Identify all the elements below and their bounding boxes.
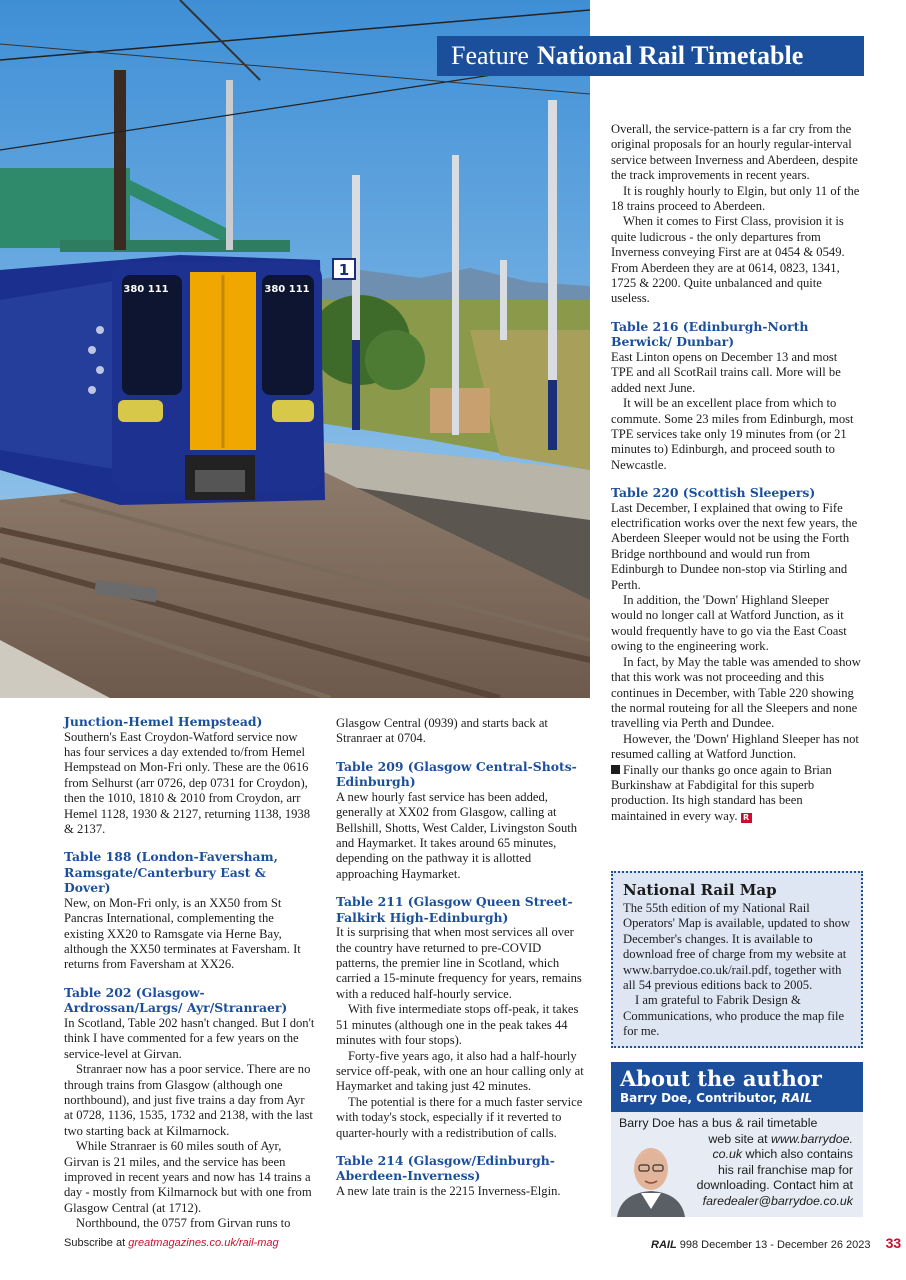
subscribe-label: Subscribe at	[64, 1237, 129, 1249]
section-heading: Table 188 (London-Faversham, Ramsgate/Canterbury East & Dover)	[64, 849, 278, 896]
paragraph: While Stranraer is 60 miles south of Ayr, Girvan is 21 miles, and the service has been improved in recent years and now has 14 trains a day - mostly from Kilmarnock but with one from Glasgow Central (at 1712).	[64, 1139, 312, 1215]
bio-line: his rail franchise map for	[718, 1162, 853, 1177]
paragraph: It will be an excellent place from which to commute. Some 23 miles from Edinburgh, most TPE services take only 19 minutes from (or 21 minutes to) Edinburgh, and proceed south to Newcastle.	[611, 396, 854, 472]
author-bio	[611, 1112, 863, 1217]
subscribe-link[interactable]: greatmagazines.co.uk/rail-mag	[128, 1237, 279, 1249]
issue-number: 998	[679, 1239, 699, 1251]
author-box-title: About the author	[620, 1066, 822, 1091]
article-column-1	[64, 714, 316, 1232]
paragraph: It is surprising that when most services all over the country have returned to pre-COVID patterns, the premier line in Scotland, which carried a 15-minute frequency for years, remains with a reduced half-hourly service.	[336, 925, 582, 1001]
email-text[interactable]: faredealer@barrydoe.co.uk	[702, 1193, 853, 1208]
paragraph: Glasgow Central (0939) and starts back at Stranraer at 0704.	[336, 716, 548, 746]
magazine-name: RAIL	[651, 1239, 677, 1251]
paragraph: When it comes to First Class, provision it is quite ludicrous - the only departures from Inverness conveying First are at 0454 & 0549. From Aberdeen they are at 0614, 0823, 1341, 1725 & 2200. Quite unbalanced and quite useless.	[611, 214, 845, 306]
paragraph: Last December, I explained that owing to Fife electrification works over the next few years, the Aberdeen Sleeper would not be using the Forth Bridge northbound and would run from Edinburgh to Dundee non-stop via Stirling and Perth.	[611, 500, 858, 592]
paragraph: In Scotland, Table 202 hasn't changed. But I don't think I have commented for a few years on the service-level at Girvan.	[64, 1015, 315, 1061]
section-heading: Table 202 (Glasgow-Ardrossan/Largs/ Ayr/Stranraer)	[64, 984, 288, 1016]
header-banner	[437, 36, 864, 76]
article-column-3	[611, 122, 861, 824]
author-magazine: RAIL	[781, 1091, 813, 1105]
paragraph: The potential is there for a much faster service with today's stock, especially if it reverted to quarter-hourly with a redistribution of calls.	[336, 1094, 583, 1140]
paragraph: However, the 'Down' Highland Sleeper has not resumed calling at Watford Junction.	[611, 731, 859, 762]
bio-text: which also contains	[742, 1147, 853, 1161]
section-heading: Table 209 (Glasgow Central-Shots-Edinburgh)	[336, 758, 577, 790]
section-heading: Table 220 (Scottish Sleepers)	[611, 485, 816, 501]
footer-subscribe	[64, 1237, 279, 1249]
author-header	[611, 1062, 863, 1112]
paragraph: New, on Mon-Fri only, is an XX50 from St Pancras International, complementing the existing XX20 to Ramsgate via Herne Bay, although the XX50 terminates at Faversham. It returns from Faversham at XX26.	[64, 895, 301, 972]
paragraph: I am grateful to Fabrik Design & Communications, who produce the map file for me.	[623, 993, 845, 1039]
map-info-box	[611, 871, 863, 1048]
paragraph: A new late train is the 2215 Inverness-Elgin.	[336, 1183, 561, 1198]
train-number-left: 380 111	[123, 284, 169, 295]
paragraph: Northbound, the 0757 from Girvan runs to	[76, 1216, 291, 1231]
section-heading: Junction-Hemel Hempstead)	[64, 714, 263, 729]
paragraph: In fact, by May the table was amended to show that this work was not proceeding and this continues in December, with Table 220 showing the normal routeing for all the Sleepers and none travelling via Perth and Dundee.	[611, 654, 861, 731]
closing-paragraph	[611, 763, 861, 825]
section-heading: Table 216 (Edinburgh-North Berwick/ Dunbar)	[611, 318, 809, 350]
train-number-right: 380 111	[264, 284, 310, 295]
map-box-title: National Rail Map	[623, 881, 777, 899]
paragraph: In addition, the 'Down' Highland Sleeper would no longer call at Watford Junction, as it would frequently have to go via the East Coast owing to the engineering work.	[611, 593, 847, 654]
train-photo	[0, 0, 590, 698]
issue-dates: December 13 - December 26 2023	[701, 1239, 871, 1251]
bio-line: Barry Doe has a bus & rail timetable	[619, 1116, 818, 1130]
section-heading: Table 211 (Glasgow Queen Street-Falkirk High-Edinburgh)	[336, 894, 573, 925]
end-square-icon	[611, 765, 620, 774]
paragraph: Southern's East Croydon-Watford service now has four services a day extended to/from Hemel Hempstead on Mon-Fri only. These are the 0616 from Selhurst (arr 0726, dep 0731 for Croydon), then the 1010, 1810 & 2010 from Croydon, arr Hemel 1128, 1930 & 2127, returning 1138, 1938 & 2137.	[64, 729, 311, 836]
author-byline	[620, 1091, 854, 1105]
bio-text: web site at	[708, 1131, 772, 1146]
website-link[interactable]: www.barrydoe.	[771, 1131, 853, 1146]
footer-issue	[651, 1235, 901, 1251]
section-heading: Table 214 (Glasgow/Edinburgh-Aberdeen-Inverness)	[336, 1152, 555, 1184]
paragraph: Stranraer now has a poor service. There are no through trains from Glasgow (although one northbound), and just five trains a day from Ayr at 0728, 1136, 1535, 1732 and 2138, with the last two starting back at Kilmarnock.	[64, 1062, 313, 1138]
rail-end-mark-icon: R	[741, 813, 752, 823]
feature-label: Feature	[451, 41, 529, 70]
paragraph: East Linton opens on December 13 and most TPE and all ScotRail trains call. More will be added next June.	[611, 349, 841, 395]
website-link-cont[interactable]: co.uk	[712, 1147, 743, 1161]
author-name: Barry Doe,	[620, 1091, 692, 1105]
about-author-box	[611, 1062, 863, 1217]
paragraph: A new hourly fast service has been added, generally at XX02 from Glasgow, calling at Bellshill, Shotts, West Calder, Livingston South and Haymarket. It takes around 65 minutes, depending on the pathway it is allotted approaching Haymarket.	[336, 789, 578, 881]
paragraph: It is roughly hourly to Elgin, but only 11 of the 18 trains proceed to Aberdeen.	[611, 183, 860, 214]
platform-number: 1	[338, 261, 350, 279]
article-column-2	[336, 716, 584, 1199]
paragraph-text: Finally our thanks go once again to Brian Burkinshaw at Fabdigital for this superb production. Its high standard has been maintained in every way.	[611, 762, 832, 823]
paragraph: Overall, the service-pattern is a far cry from the original proposals for an hourly regular-interval service between Inverness and Aberdeen, despite the track improvements in recent years.	[611, 122, 858, 183]
bio-line: downloading. Contact him at	[696, 1178, 853, 1192]
page-title: National Rail Timetable	[536, 41, 804, 70]
paragraph: Forty-five years ago, it also had a half-hourly service off-peak, with one an hour calling only at Haymarket and taking just 42 minutes.	[336, 1048, 584, 1094]
author-portrait	[611, 1137, 691, 1217]
author-role: Contributor,	[696, 1091, 778, 1105]
page-number: 33	[885, 1235, 902, 1251]
paragraph: With five intermediate stops off-peak, it takes 51 minutes (although one in the peak takes 44 minutes with four stops).	[336, 1002, 579, 1048]
paragraph: The 55th edition of my National Rail Operators' Map is available, updated to show December's changes. It is available to download free of charge from my website at www.barrydoe.co.uk/rail.pdf, together with all 54 previous editions back to 2005.	[623, 901, 851, 993]
